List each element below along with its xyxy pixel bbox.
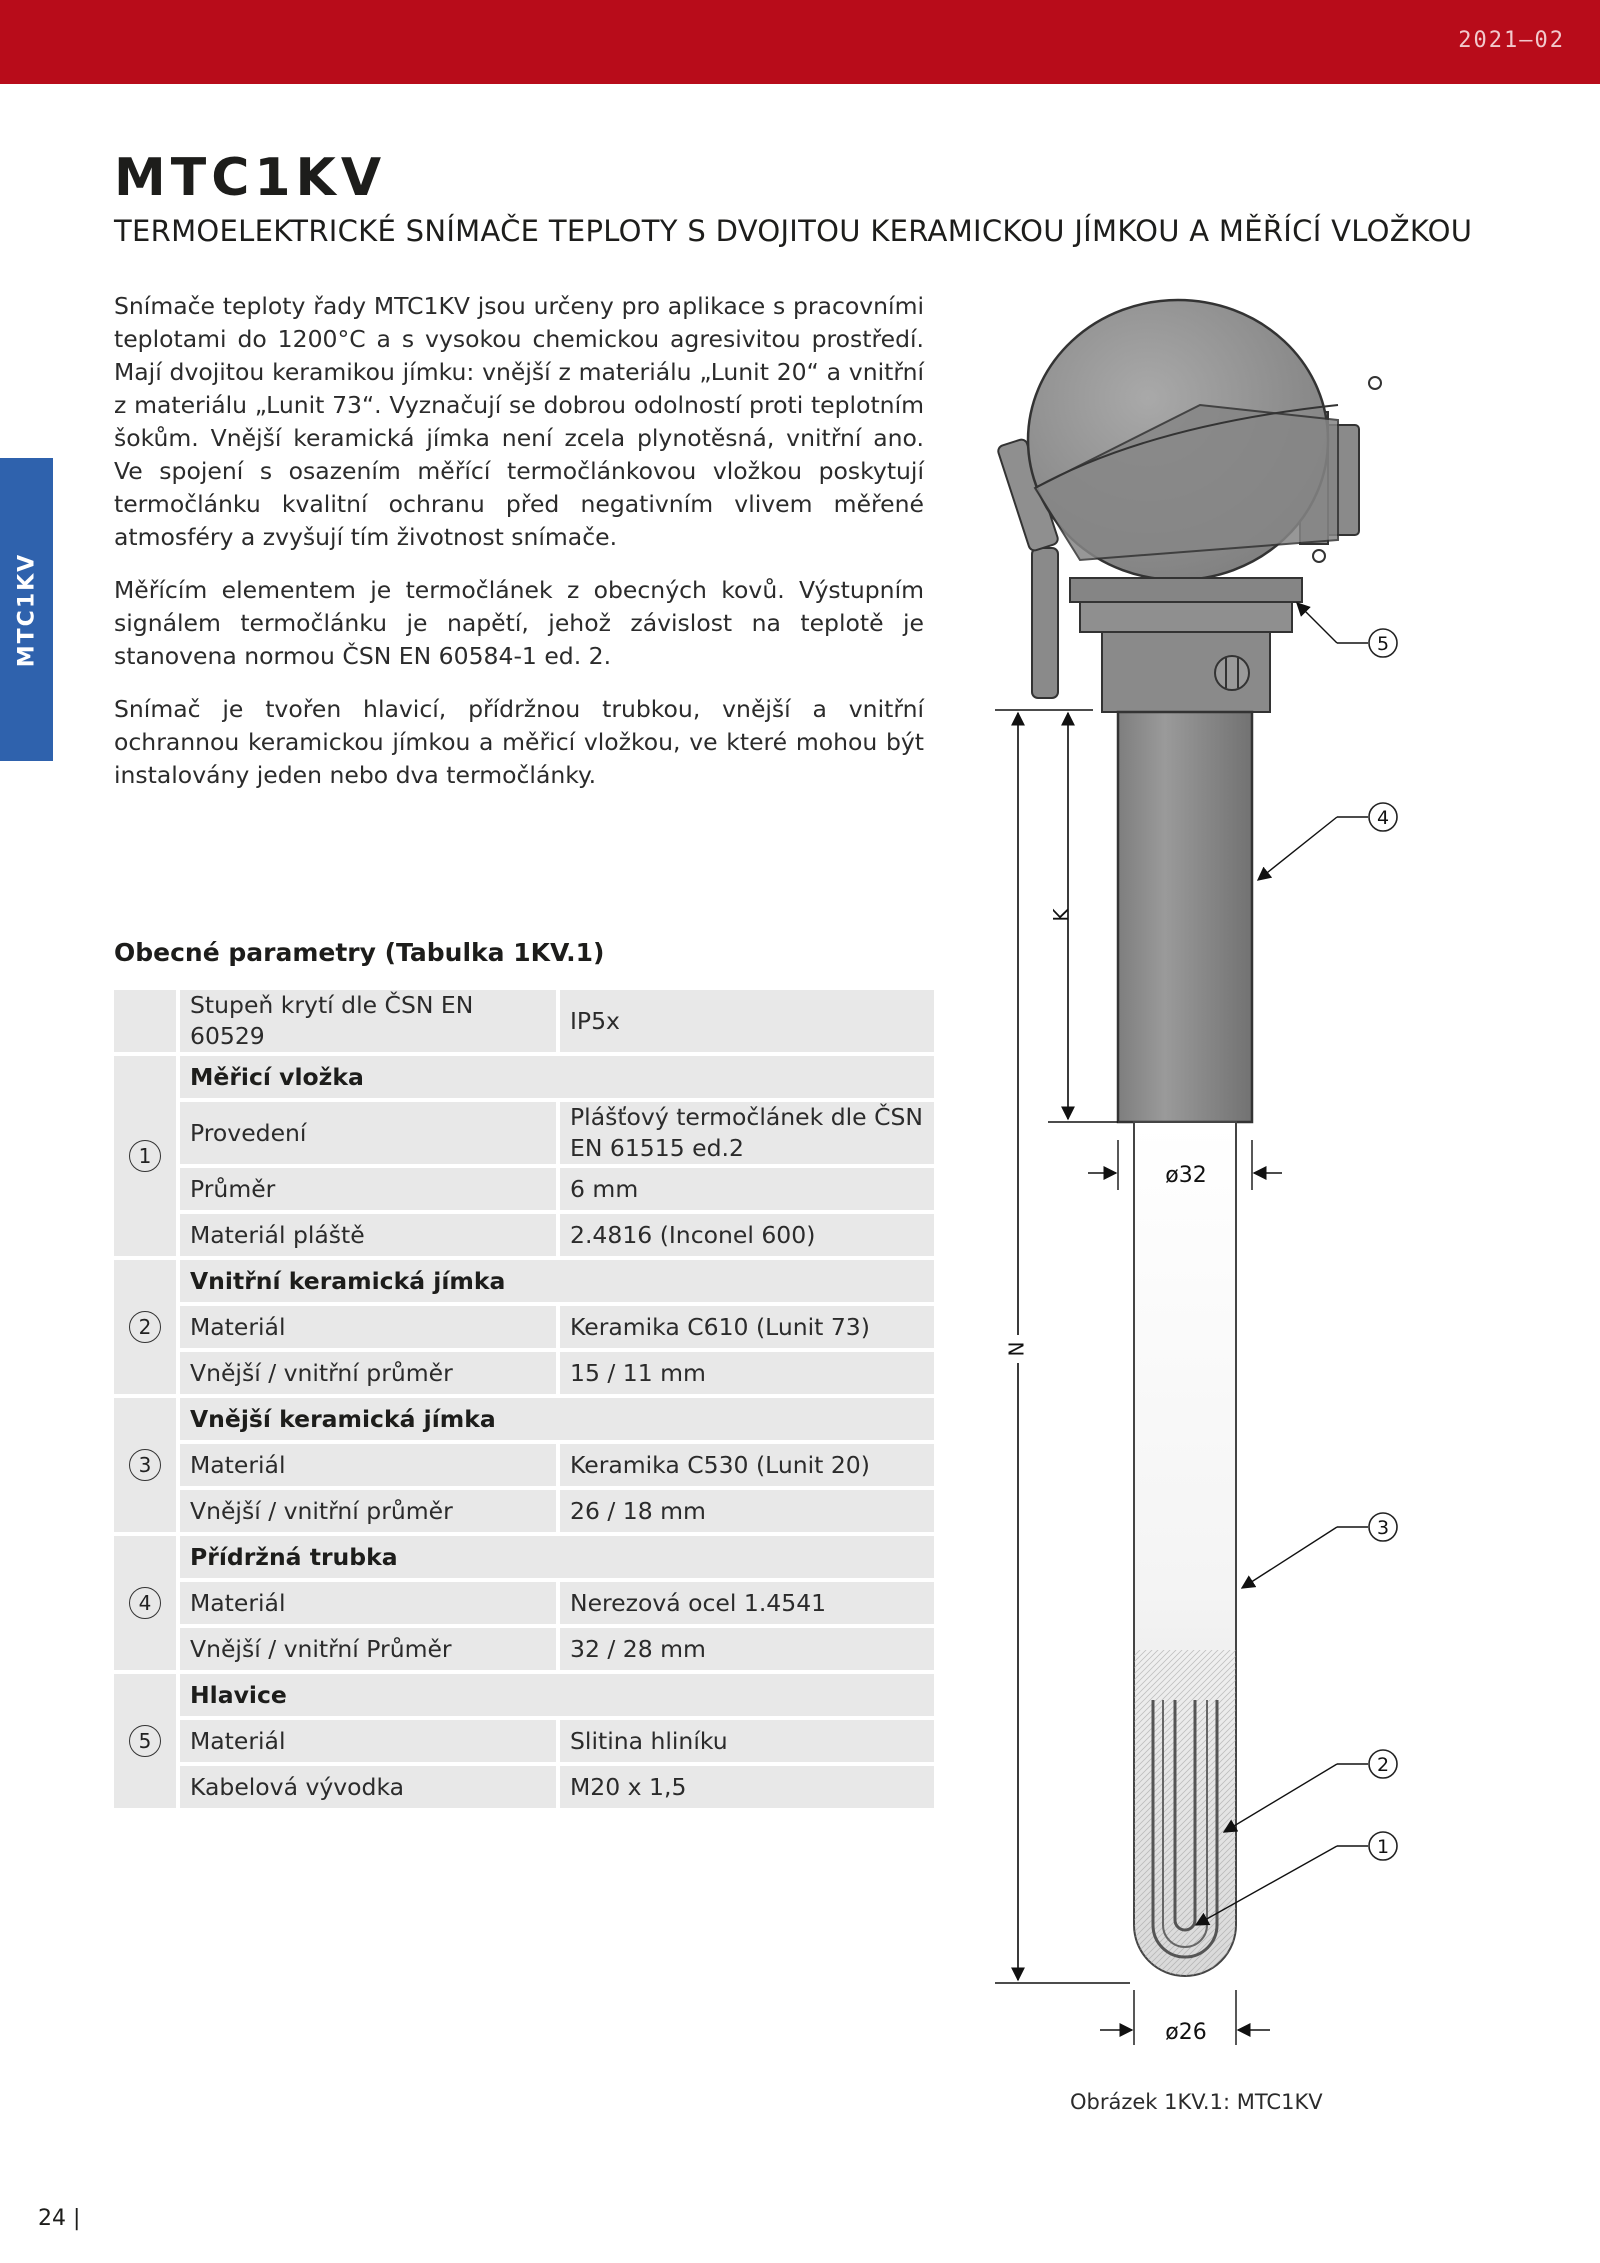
table-cell-label: Stupeň krytí dle ČSN EN 60529: [180, 990, 556, 1052]
table-group-header: [114, 1260, 934, 1302]
table-row: [114, 1214, 934, 1256]
retaining-tube: [1118, 712, 1252, 1122]
table-cell-empty: [114, 990, 176, 1052]
callout-5: 5: [1376, 633, 1390, 655]
table-cell-value: Nerezová ocel 1.4541: [560, 1582, 934, 1624]
group-number-cell: [114, 1398, 176, 1532]
page-number: 24 |: [38, 2206, 81, 2231]
callout-3: 3: [1376, 1517, 1390, 1539]
callout-4: 4: [1376, 807, 1390, 829]
circled-number: 5: [129, 1725, 161, 1757]
table-cell-value: 6 mm: [560, 1168, 934, 1210]
table-cell-value: 15 / 11 mm: [560, 1352, 934, 1394]
table-row: [114, 990, 934, 1052]
intro-text: [114, 290, 924, 812]
table-cell-value: Slitina hliníku: [560, 1720, 934, 1762]
connection-head: [997, 300, 1381, 712]
group-name: Hlavice: [180, 1674, 934, 1716]
group-name: Vnitřní keramická jímka: [180, 1260, 934, 1302]
table-title: Obecné parametry (Tabulka 1KV.1): [114, 938, 605, 967]
callout-1: 1: [1376, 1836, 1390, 1858]
table-cell-value: Plášťový termočlánek dle ČSN EN 61515 ed.2: [560, 1102, 934, 1164]
circled-number: 4: [129, 1587, 161, 1619]
table-cell-value: Keramika C530 (Lunit 20): [560, 1444, 934, 1486]
side-tab-label: MTC1KV: [14, 552, 39, 667]
dimension-n-label: N: [1004, 1341, 1029, 1357]
table-row: [114, 1352, 934, 1394]
issue-date: 2021–02: [1458, 28, 1565, 53]
table-cell-label: Materiál: [180, 1444, 556, 1486]
page-subtitle: TERMOELEKTRICKÉ SNÍMAČE TEPLOTY S DVOJITOU KERAMICKOU JÍMKOU A MĚŘÍCÍ VLOŽKOU: [114, 214, 1473, 248]
circled-number: 1: [129, 1140, 161, 1172]
table-row: [114, 1720, 934, 1762]
group-name: Přídržná trubka: [180, 1536, 934, 1578]
table-cell-label: Materiál: [180, 1306, 556, 1348]
table-cell-value: IP5x: [560, 990, 934, 1052]
intro-paragraph: Snímač je tvořen hlavicí, přídržnou trubkou, vnější a vnitřní ochrannou keramickou jímkou a měřicí vložkou, ve které mohou být instalovány jeden nebo dva termočlánky.: [114, 695, 924, 789]
table-cell-label: Průměr: [180, 1168, 556, 1210]
group-name: Vnější keramická jímka: [180, 1398, 934, 1440]
table-row: [114, 1582, 934, 1624]
side-tab: [0, 458, 53, 761]
intro-paragraph: Snímače teploty řady MTC1KV jsou určeny pro aplikace s pracovními teplotami do 1200°C a s vysokou chemickou agresivitou prostředí. Mají dvojitou keramikou jímku: vnější z materiálu „Lunit 20“ a vnitřní z materiálu „Lunit 73“. Vyznačují se dobrou odolností proti teplotním šokům. Vnější keramická jímka není zcela plynotěsná, vnitřní ano. Ve spojení s osazením měřící termočlánkovou vložkou poskytují termočlánku kvalitní ochranu před negativním vlivem měřené atmosféry a zvyšují tím životnost snímače.: [114, 292, 924, 551]
callout-2: 2: [1376, 1754, 1390, 1776]
table-row: [114, 1306, 934, 1348]
callout-markers: [1369, 629, 1397, 1860]
table-row: [114, 1168, 934, 1210]
table-row: [114, 1102, 934, 1164]
intro-paragraph: Měřícím elementem je termočlánek z obecných kovů. Výstupním signálem termočlánku je napětí, jehož závislost na teplotě je stanovena normou ČSN EN 60584-1 ed. 2.: [114, 576, 924, 670]
table-cell-label: Vnější / vnitřní průměr: [180, 1352, 556, 1394]
table-cell-value: 26 / 18 mm: [560, 1490, 934, 1532]
sheath-hatch: [1134, 1650, 1236, 1976]
group-name: Měřicí vložka: [180, 1056, 934, 1098]
table-cell-value: 32 / 28 mm: [560, 1628, 934, 1670]
table-group-header: [114, 1674, 934, 1716]
figure-caption: Obrázek 1KV.1: MTC1KV: [1070, 2090, 1323, 2114]
group-number-cell: [114, 1056, 176, 1256]
page-title: MTC1KV: [114, 148, 387, 208]
table-row: [114, 1766, 934, 1808]
sensor-drawing: [980, 300, 1390, 2060]
parameters-table: [110, 986, 938, 1812]
dimension-k-label: K: [1049, 908, 1073, 922]
table-cell-label: Materiál: [180, 1720, 556, 1762]
header-bar: [0, 0, 1600, 84]
table-cell-label: Materiál pláště: [180, 1214, 556, 1256]
diameter-32-label: ø32: [1165, 1163, 1207, 1188]
group-number-cell: [114, 1536, 176, 1670]
table-cell-label: Vnější / vnitřní Průměr: [180, 1628, 556, 1670]
table-cell-label: Kabelová vývodka: [180, 1766, 556, 1808]
table-row: [114, 1490, 934, 1532]
table-cell-value: 2.4816 (Inconel 600): [560, 1214, 934, 1256]
table-cell-label: Vnější / vnitřní průměr: [180, 1490, 556, 1532]
table-group-header: [114, 1536, 934, 1578]
diameter-26-label: ø26: [1165, 2020, 1207, 2045]
table-cell-value: M20 x 1,5: [560, 1766, 934, 1808]
table-row: [114, 1444, 934, 1486]
group-number-cell: [114, 1674, 176, 1808]
table-cell-value: Keramika C610 (Lunit 73): [560, 1306, 934, 1348]
circled-number: 2: [129, 1311, 161, 1343]
table-row: [114, 1628, 934, 1670]
table-cell-label: Materiál: [180, 1582, 556, 1624]
circled-number: 3: [129, 1449, 161, 1481]
table-cell-label: Provedení: [180, 1102, 556, 1164]
table-group-header: [114, 1398, 934, 1440]
group-number-cell: [114, 1260, 176, 1394]
table-group-header: [114, 1056, 934, 1098]
